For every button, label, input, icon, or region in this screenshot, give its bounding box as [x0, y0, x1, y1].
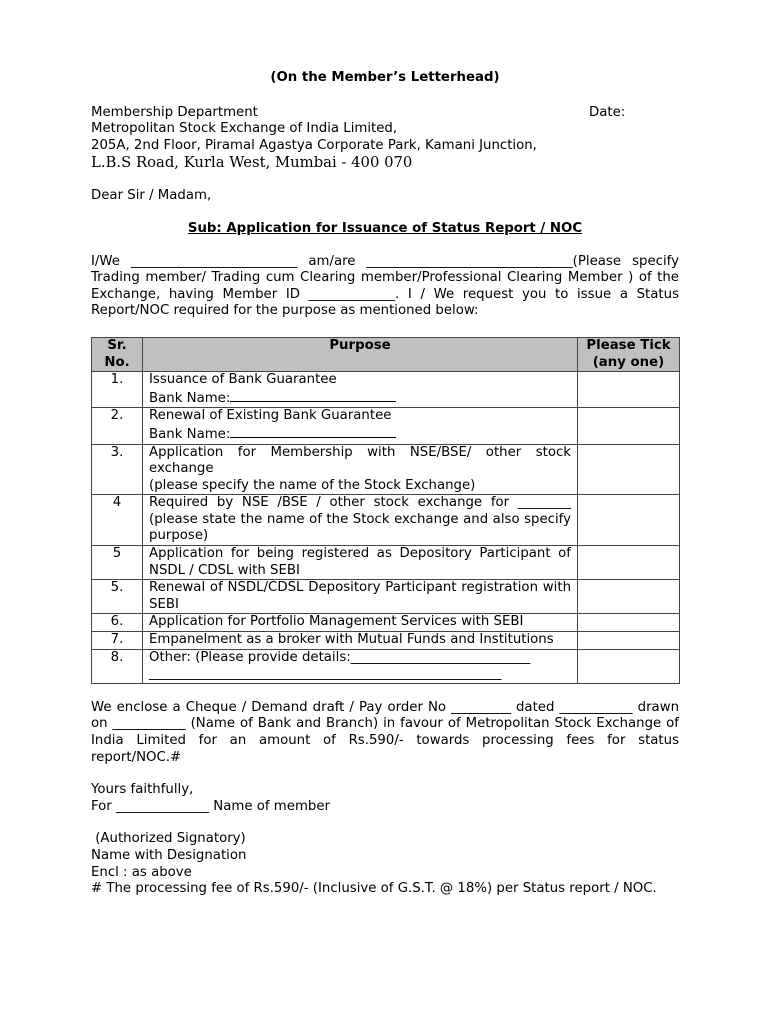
tick-cell[interactable] — [578, 372, 680, 408]
header-purpose: Purpose — [143, 337, 578, 371]
bank-name-label: Bank Name: — [149, 390, 231, 406]
row-purpose: Application for being registered as Depository Participant of NSDL / CDSL with SEBI — [143, 546, 578, 580]
closing-for-member: For ______________ Name of member — [91, 798, 330, 814]
subject-line: Sub: Application for Issuance of Status Report / NOC — [187, 220, 583, 236]
row-sr: 6. — [92, 614, 143, 632]
row-purpose: Empanelment as a broker with Mutual Funds and Institutions — [143, 632, 578, 650]
organization-name: Metropolitan Stock Exchange of India Limited, — [91, 121, 398, 137]
tick-cell[interactable] — [578, 614, 680, 632]
tick-cell[interactable] — [578, 408, 680, 444]
closing-yours-faithfully: Yours faithfully, — [91, 782, 194, 798]
header-tick: Please Tick (any one) — [578, 337, 680, 371]
row-sr: 1. — [92, 372, 143, 408]
purpose-text: Renewal of Existing Bank Guarantee — [149, 408, 392, 424]
purpose-note: (please specify the name of the Stock Exchange) — [149, 477, 476, 493]
table-row — [92, 495, 680, 546]
row-sr: 7. — [92, 632, 143, 650]
table-row — [92, 408, 680, 444]
tick-cell[interactable] — [578, 495, 680, 546]
row-purpose: Required by NSE /BSE / other stock exchange for ________ (please state the name of the Stock exchange and also specify purpose) — [143, 495, 578, 546]
salutation: Dear Sir / Madam, — [91, 188, 212, 204]
purpose-table — [91, 337, 680, 684]
date-label: Date: — [589, 104, 626, 120]
table-header-row — [92, 337, 680, 371]
address-line-2: L.B.S Road, Kurla West, Mumbai - 400 070 — [91, 154, 413, 172]
address-first-row — [91, 105, 679, 122]
header-sr-no: Sr. No. — [92, 337, 143, 371]
bank-name-line — [149, 425, 571, 444]
tick-cell[interactable] — [578, 632, 680, 650]
address-line-1: 205A, 2nd Floor, Piramal Agastya Corporate Park, Kamani Junction, — [91, 137, 537, 153]
row-purpose — [143, 444, 578, 495]
row-sr: 2. — [92, 408, 143, 444]
row-purpose: Application for Portfolio Management Services with SEBI — [143, 614, 578, 632]
intro-paragraph: I/We _________________________ am/are _______________________________(Please specify Trading member/ Trading cum Clearing member/Professional Clearing Member ) of the Exchange, having Member ID _____________. I / We request you to issue a Status Report/NOC required for the purpose as mentioned below: — [91, 253, 679, 319]
row-purpose — [143, 372, 578, 408]
purpose-text: Issuance of Bank Guarantee — [149, 372, 337, 388]
tick-cell[interactable] — [578, 580, 680, 614]
bank-name-blank — [230, 425, 396, 438]
letterhead-note: (On the Member’s Letterhead) — [270, 70, 500, 85]
bank-name-blank — [230, 389, 396, 402]
authorized-signatory: (Authorized Signatory) — [91, 831, 246, 847]
purpose-text: Other: (Please provide details:___________________________ — [149, 649, 531, 665]
row-sr: 5 — [92, 546, 143, 580]
bank-name-line — [149, 389, 571, 408]
table-row — [92, 649, 680, 683]
letter-page — [91, 70, 679, 898]
enclosure-note: Encl : as above — [91, 864, 192, 880]
table-row — [92, 614, 680, 632]
row-purpose — [143, 649, 578, 683]
table-row — [92, 580, 680, 614]
tick-cell[interactable] — [578, 444, 680, 495]
name-with-designation: Name with Designation — [91, 847, 247, 863]
purpose-text: Application for Membership with NSE/BSE/ other stock exchange — [149, 444, 571, 477]
table-row — [92, 546, 680, 580]
row-sr: 3. — [92, 444, 143, 495]
row-purpose — [143, 408, 578, 444]
row-purpose: Renewal of NSDL/CDSL Depository Participant registration with SEBI — [143, 580, 578, 614]
department-name: Membership Department — [91, 104, 258, 120]
bank-name-label: Bank Name: — [149, 426, 231, 442]
row-sr: 5. — [92, 580, 143, 614]
row-sr: 4 — [92, 495, 143, 546]
payment-paragraph: We enclose a Cheque / Demand draft / Pay order No _________ dated ___________ drawn on ___________ (Name of Bank and Branch) in favour of Metropolitan Stock Exchange of India Limited for an amount of Rs.590/- towards processing fees for status report/NOC.# — [91, 699, 679, 765]
details-blank-line: _____________________________________________________ — [149, 666, 502, 682]
table-row — [92, 632, 680, 650]
table-row — [92, 444, 680, 495]
tick-cell[interactable] — [578, 649, 680, 683]
row-sr: 8. — [92, 649, 143, 683]
table-row — [92, 372, 680, 408]
tick-cell[interactable] — [578, 546, 680, 580]
fee-footnote: # The processing fee of Rs.590/- (Inclusive of G.S.T. @ 18%) per Status report / NOC. — [91, 881, 657, 897]
